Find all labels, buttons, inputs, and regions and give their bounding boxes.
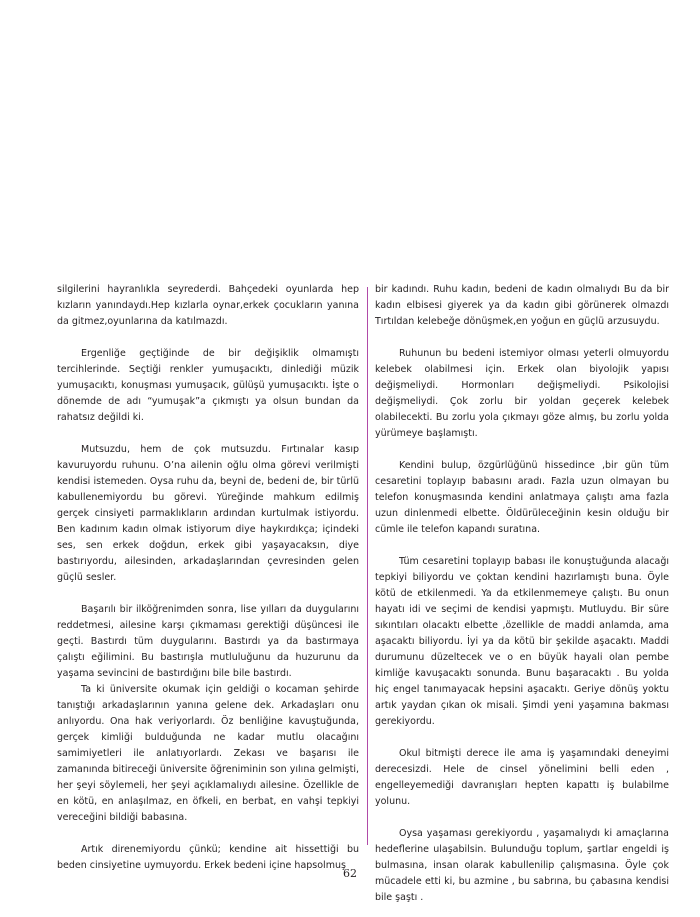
page-number: 62 xyxy=(343,867,357,880)
right-text-column xyxy=(375,282,669,906)
paragraph: Kendini bulup, özgürlüğünü hissedince ,bir gün tüm cesaretini toplayıp babasını aradı. Fazla uzun olmayan bu telefon konuşmasında kendini anlatmaya çalıştı ama fazla uzun dinlenmedi elbette. Öldürüleceğinin kesin olduğu bir cümle ile telefon kapandı suratına. xyxy=(375,460,669,535)
paragraph: Oysa yaşaması gerekiyordu , yaşamalıydı ki amaçlarına hedeflerine ulaşabilsin. Bulunduğu toplum, şartlar engeldi iş bulmasına, insan olarak kabullenilip çalışmasına. Öyle çok mücadele etti ki, bu azmine , bu sabrına, bu çabasına kendisi bile şaştı . xyxy=(375,828,669,903)
paragraph: bir kadındı. Ruhu kadın, bedeni de kadın olmalıydı Bu da bir kadın elbisesi giyerek ya da kadın gibi görünerek olmazdı Tırtıldan kelebeğe dönüşmek,en yoğun en güçlü arzusuydu. xyxy=(375,284,669,327)
paragraph: Okul bitmişti derece ile ama iş yaşamındaki deneyimi derecesizdi. Hele de cinsel yönelimini belli eden , engelleyemediği davranışları hepten kapattı iş bulabilme yolunu. xyxy=(375,748,669,807)
paragraph: Başarılı bir ilköğrenimden sonra, lise yılları da duygularını reddetmesi, ailesine karşı çıkmaması gerektiği düşüncesi ile geçti. Bastırdı tüm duygularını. Bastırdı ya da bastırmaya çalıştı eğilimini. Bu bastırışla mutluluğunu da huzurunu da yaşama sevincini de bastırdığını bile bile bastırdı. xyxy=(57,604,359,679)
paragraph: silgilerini hayranlıkla seyrederdi. Bahçedeki oyunlarda hep kızların yanındaydı.Hep kızlarla oynar,erkek çocukların yanına da gitmez,oyunlarına da katılmazdı. xyxy=(57,284,359,327)
left-text-column xyxy=(57,282,359,874)
paragraph: Tüm cesaretini toplayıp babası ile konuştuğunda alacağı tepkiyi biliyordu ve çoktan kendini hazırlamıştı buna. Öyle kötü de etkilenmedi. Ya da etkilenmemeye çalıştı. Bu onun hayatı idi ve seçimi de kendisi yapmıştı. Mutluydu. Bir süre sıkıntıları olacaktı elbette ,özellikle de maddi anlamda, ama aşacaktı biliyordu. İyi ya da kötü bir şekilde aşacaktı. Maddi durumunu düzeltecek ve o en büyük hayali olan pembe kimliğe kavuşacaktı sonunda. Bunu başaracaktı . Bu yolda hiç engel tanımayacak hepsini aşacaktı. Geriye dönüş yoktu artık yaydan çıkan ok misali. Şimdi yeni yaşamına bakması gerekiyordu. xyxy=(375,556,669,727)
paragraph: Ergenliğe geçtiğinde de bir değişiklik olmamıştı tercihlerinde. Seçtiği renkler yumuşacıktı, dinlediği müzik yumuşacıktı, konuşması yumuşacık, gülüşü yumuşacıktı. İşte o dönemde de adı “yumuşak”a çıkmıştı ya olsun bundan da rahatsız değildi ki. xyxy=(57,348,359,423)
column-divider xyxy=(367,287,368,845)
paragraph: Mutsuzdu, hem de çok mutsuzdu. Fırtınalar kasıp kavuruyordu ruhunu. O’na ailenin oğlu olma görevi verilmişti kendisi istemeden. Oysa ruhu da, beyni de, bedeni de, bir türlü kabullenemiyordu bu görevi. Yüreğinde mahkum edilmiş gerçek cinsiyeti parmaklıkların ardından kurtulmak istiyordu. Ben kadınım kadın olmak istiyorum diye haykırdıkça; içindeki ses, sen erkek doğdun, erkek gibi yaşayacaksın, diye bastırıyordu, ailesinden, arkadaşlarından çevresinden gelen güçlü sesler. xyxy=(57,444,359,583)
paragraph: Artık direnemiyordu çünkü; kendine ait hissettiği bu beden cinsiyetine uymuyordu. Erkek bedeni içine hapsolmuş xyxy=(57,844,359,871)
paragraph: Ta ki üniversite okumak için geldiği o kocaman şehirde tanıştığı arkadaşlarının yanına gelene dek. Arkadaşları onu anlıyordu. Ona hak veriyorlardı. Öz benliğine kavuştuğunda, gerçek kimliği bulduğunda ne kadar mutlu olacağını samimiyetleri ile anlatıyorlardı. Zekası ve başarısı ile zamanında bitireceği üniversite öğreniminin son yılına gelmişti, her şeyi söylemeli, her şeyi açıklamalıydı ailesine. Özellikle de en kötü, en anlaşılmaz, en öfkeli, en berbat, en vahşi tepkiyi vereceğini bildiği babasına. xyxy=(57,684,359,823)
paragraph: Ruhunun bu bedeni istemiyor olması yeterli olmuyordu kelebek olabilmesi için. Erkek olan biyolojik yapısı değişmeliydi. Hormonları değişmeliydi. Psikolojisi değişmeliydi. Çok zorlu bir yoldan geçerek kelebek olabilecekti. Bu zorlu yola çıkmayı göze almış, bu zorlu yolda yürümeye başlamıştı. xyxy=(375,348,669,439)
